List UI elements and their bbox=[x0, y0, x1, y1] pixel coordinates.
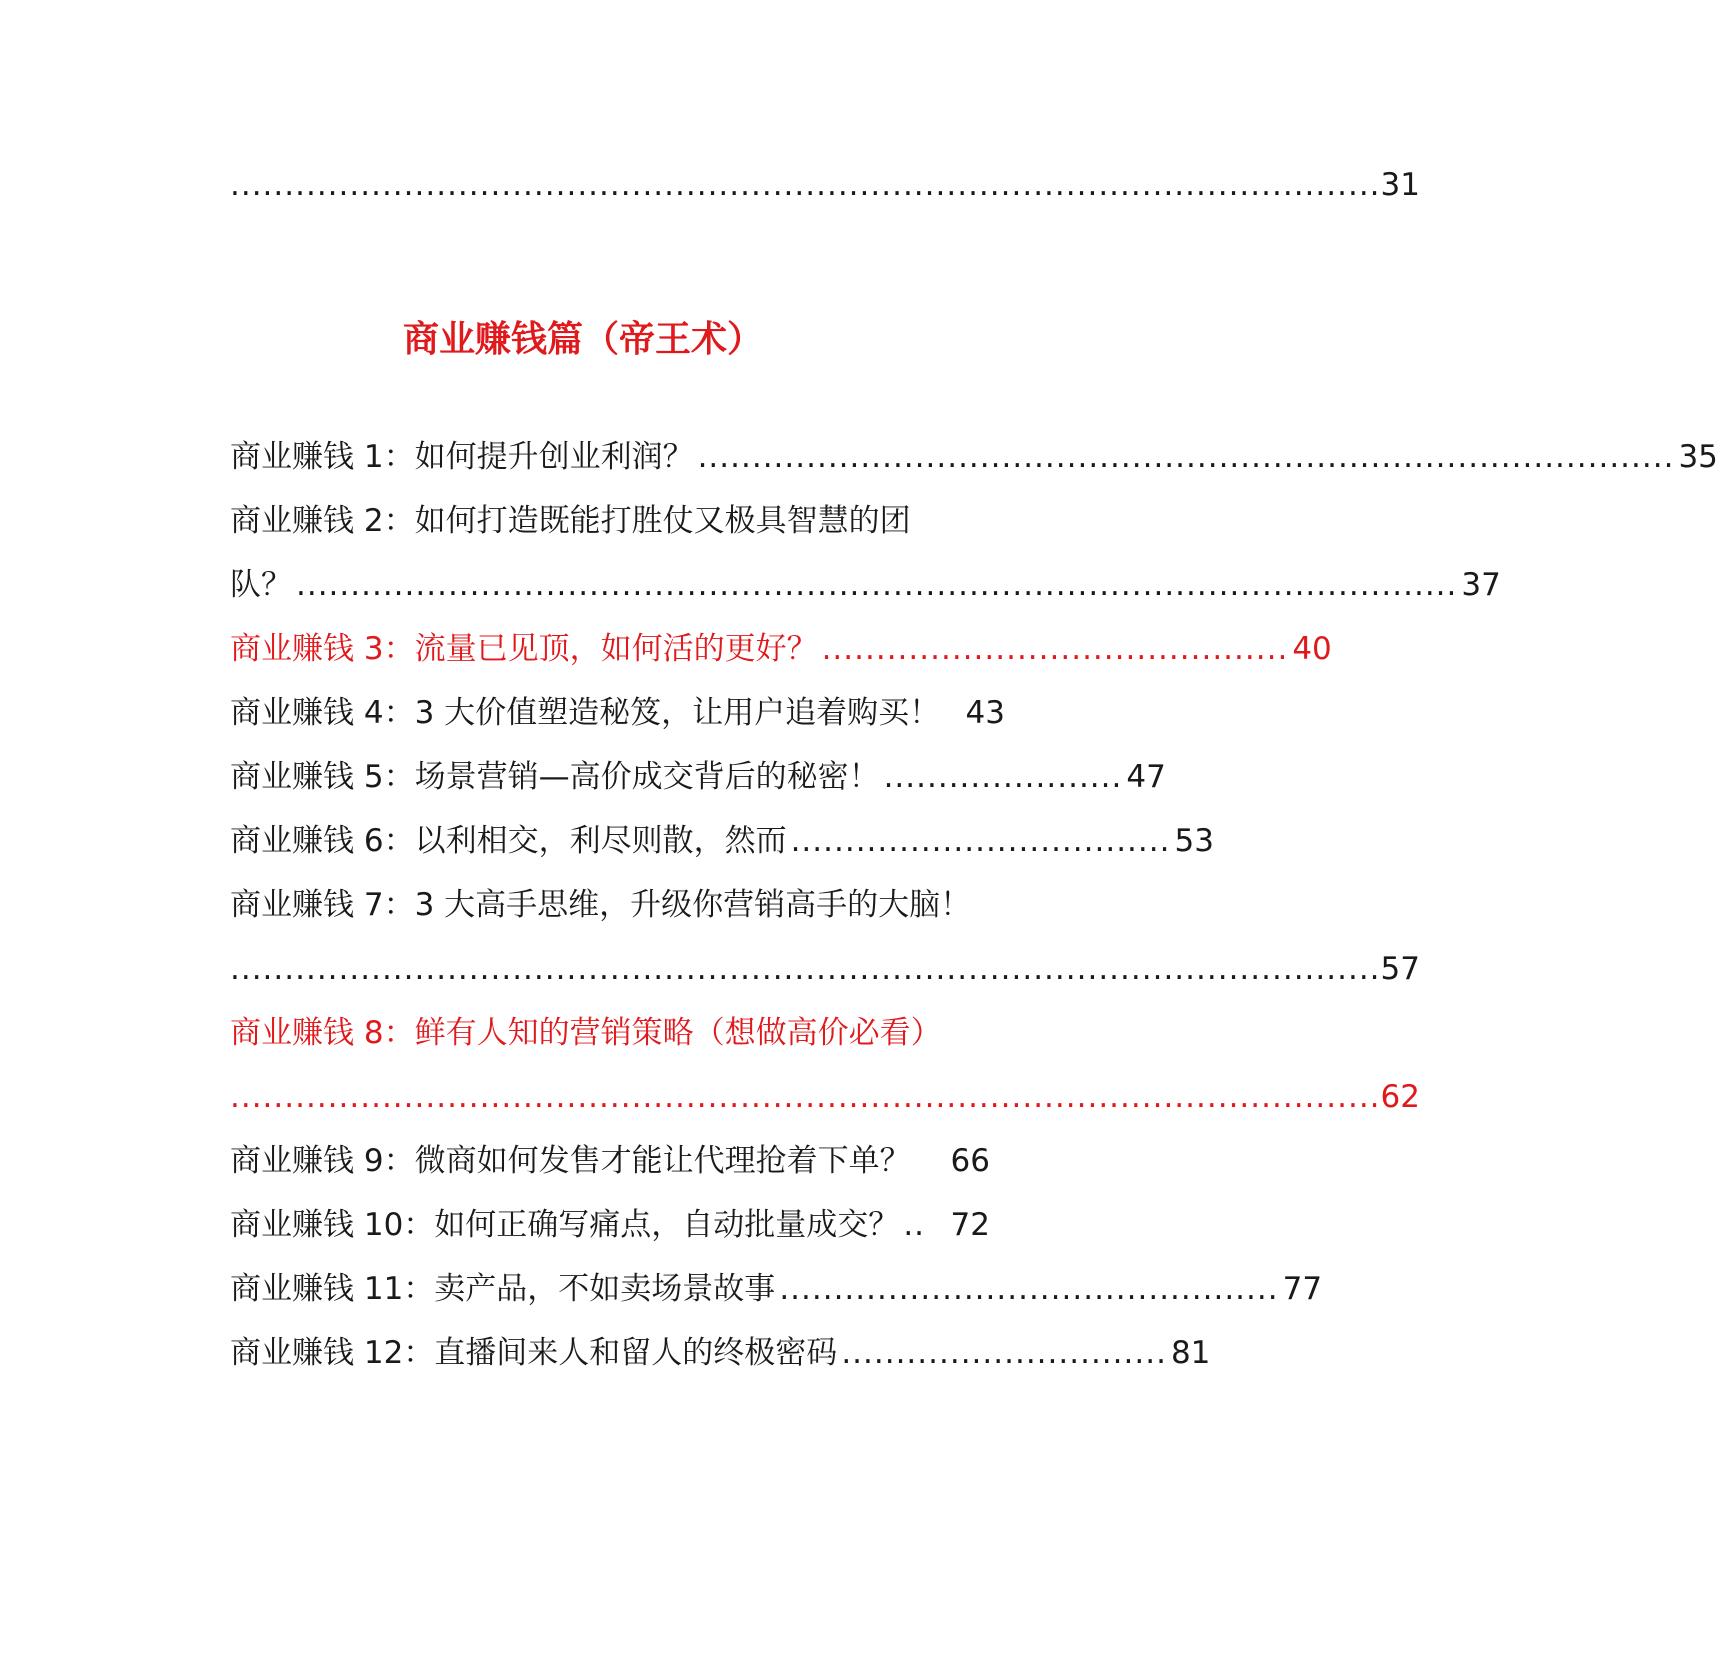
dot-leader: .............................................. bbox=[779, 1271, 1279, 1307]
entry-title: 商业赚钱 7：3 大高手思维，升级你营销高手的大脑！ bbox=[230, 887, 972, 923]
entry-title: 商业赚钱 3：流量已见顶，如何活的更好？ bbox=[230, 631, 818, 667]
page-number: 40 bbox=[1292, 631, 1332, 667]
dot-leader: ................................... bbox=[790, 823, 1171, 859]
page-number: 81 bbox=[1170, 1335, 1211, 1371]
toc-entry[interactable] bbox=[230, 688, 1005, 738]
entry-title: 商业赚钱 5：场景营销—高价成交背后的秘密！ bbox=[230, 759, 880, 795]
page-number: 72 bbox=[950, 1207, 990, 1243]
page-number: 47 bbox=[1126, 759, 1166, 795]
toc-entry-continued[interactable] bbox=[230, 944, 1420, 994]
dot-leader: ...................... bbox=[883, 759, 1123, 795]
entry-title: 商业赚钱 6：以利相交，利尽则散，然而 bbox=[230, 823, 787, 859]
entry-title: 商业赚钱 1：如何提升创业利润？ bbox=[230, 439, 694, 475]
toc-entry-continued[interactable] bbox=[230, 560, 1501, 610]
dot-leader: ........................................................................................................... bbox=[296, 567, 1458, 603]
toc-entry[interactable] bbox=[230, 880, 990, 930]
page-number: 31 bbox=[1380, 167, 1420, 203]
page-number: 62 bbox=[1380, 1079, 1420, 1115]
page-number: 37 bbox=[1461, 567, 1501, 603]
entry-title: 商业赚钱 8：鲜有人知的营销策略（想做高价必看） bbox=[230, 1015, 942, 1051]
dot-leader: .......................................................................................................... bbox=[230, 1079, 1381, 1115]
entry-title: 商业赚钱 2：如何打造既能打胜仗又极具智慧的团 bbox=[230, 503, 911, 539]
page-number: 43 bbox=[965, 695, 1005, 731]
page-number: 57 bbox=[1380, 951, 1420, 987]
entry-title: 商业赚钱 12：直播间来人和留人的终极密码 bbox=[230, 1335, 838, 1371]
toc-entry-continued[interactable] bbox=[230, 160, 1420, 210]
toc-entry[interactable] bbox=[230, 1136, 990, 1186]
entry-title: 队？ bbox=[230, 567, 292, 603]
page-number: 53 bbox=[1174, 823, 1214, 859]
entry-title: 商业赚钱 9：微商如何发售才能让代理抢着下单？ bbox=[230, 1143, 911, 1179]
toc-entry[interactable] bbox=[230, 496, 990, 546]
toc-entry[interactable] bbox=[230, 752, 1166, 802]
toc-entry-continued[interactable] bbox=[230, 1072, 1420, 1122]
page-number: 77 bbox=[1282, 1271, 1323, 1307]
dot-leader: .............................. bbox=[841, 1335, 1167, 1371]
dot-leader: .......................................................................................... bbox=[697, 439, 1675, 475]
entry-title: 商业赚钱 10：如何正确写痛点，自动批量成交？ bbox=[230, 1207, 900, 1243]
page-number: 35 bbox=[1678, 439, 1718, 475]
entry-title: 商业赚钱 4：3 大价值塑造秘笈，让用户追着购买！ bbox=[230, 695, 941, 731]
toc-entry-highlighted[interactable] bbox=[230, 1008, 990, 1058]
dot-leader: .......................................................................................................... bbox=[230, 951, 1381, 987]
dot-leader: .......................................................................................................... bbox=[230, 167, 1381, 203]
page-number: 66 bbox=[950, 1143, 990, 1179]
toc-entry[interactable] bbox=[230, 816, 1214, 866]
toc-entry[interactable] bbox=[230, 1200, 990, 1250]
toc-entry[interactable] bbox=[230, 432, 1718, 482]
toc-entry-highlighted[interactable] bbox=[230, 624, 1332, 674]
dot-leader: .. bbox=[903, 1207, 926, 1243]
entry-title: 商业赚钱 11：卖产品，不如卖场景故事 bbox=[230, 1271, 776, 1307]
dot-leader: ........................................... bbox=[821, 631, 1289, 667]
toc-entry[interactable] bbox=[230, 1264, 1323, 1314]
section-heading: 商业赚钱篇（帝王术） bbox=[402, 319, 763, 360]
toc-entry[interactable] bbox=[230, 1328, 1211, 1378]
